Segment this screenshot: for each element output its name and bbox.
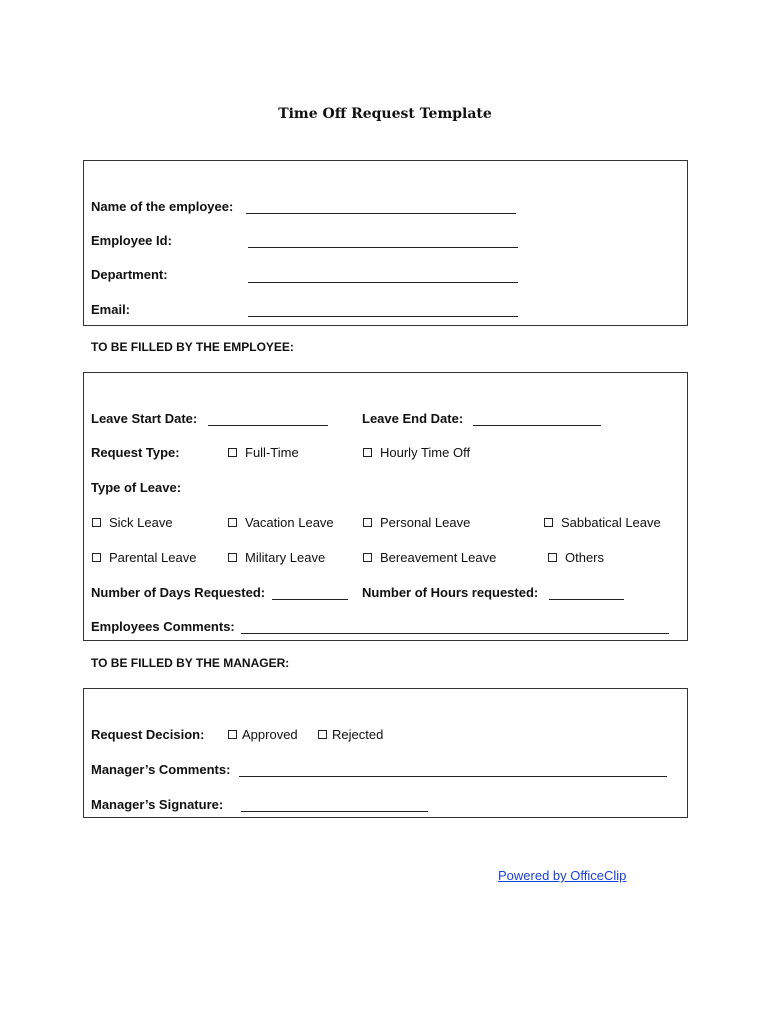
option-label: Rejected [332, 727, 384, 742]
employee-comments-label: Employees Comments: [91, 619, 235, 634]
leave-end-field[interactable] [473, 425, 601, 426]
checkbox-icon [92, 518, 101, 527]
option-vacation-leave[interactable] [228, 515, 334, 530]
manager-signature-field[interactable] [241, 811, 428, 812]
option-label: Others [565, 550, 605, 565]
option-hourly-time-off[interactable] [363, 445, 470, 460]
leave-start-label: Leave Start Date: [91, 411, 198, 426]
checkbox-icon [228, 730, 237, 739]
employee-info-box [83, 160, 688, 326]
checkbox-icon [363, 448, 372, 457]
leave-start-field[interactable] [208, 425, 328, 426]
option-personal-leave[interactable] [363, 515, 470, 530]
leave-end-label: Leave End Date: [362, 411, 464, 426]
type-of-leave-label: Type of Leave: [91, 480, 182, 495]
option-full-time[interactable] [228, 445, 299, 460]
option-sabbatical-leave[interactable] [544, 515, 661, 530]
option-label: Personal Leave [380, 515, 471, 530]
manager-signature-label: Manager’s Signature: [91, 797, 224, 812]
checkbox-icon [363, 553, 372, 562]
option-approved[interactable] [228, 727, 298, 742]
checkbox-icon [228, 553, 237, 562]
manager-comments-field[interactable] [239, 776, 667, 777]
checkbox-icon [318, 730, 327, 739]
option-label: Full-Time [245, 445, 299, 460]
manager-section-heading: TO BE FILLED BY THE MANAGER: [91, 656, 290, 670]
option-others[interactable] [548, 550, 604, 565]
manager-comments-label: Manager’s Comments: [91, 762, 231, 777]
option-label: Bereavement Leave [380, 550, 497, 565]
employee-comments-field[interactable] [241, 633, 669, 634]
option-label: Parental Leave [109, 550, 197, 565]
option-label: Vacation Leave [245, 515, 334, 530]
department-label: Department: [91, 267, 168, 282]
department-field[interactable] [248, 282, 518, 283]
employee-id-label: Employee Id: [91, 233, 172, 248]
days-requested-field[interactable] [272, 599, 348, 600]
option-sick-leave[interactable] [92, 515, 173, 530]
option-label: Approved [242, 727, 298, 742]
request-decision-label: Request Decision: [91, 727, 205, 742]
option-military-leave[interactable] [228, 550, 325, 565]
document-title: Time Off Request Template [278, 106, 492, 122]
option-label: Hourly Time Off [380, 445, 471, 460]
option-parental-leave[interactable] [92, 550, 196, 565]
days-requested-label: Number of Days Requested: [91, 585, 266, 600]
option-label: Sabbatical Leave [561, 515, 661, 530]
powered-by-link[interactable]: Powered by OfficeClip [498, 868, 627, 883]
email-label: Email: [91, 302, 131, 317]
email-field[interactable] [248, 316, 518, 317]
option-bereavement-leave[interactable] [363, 550, 496, 565]
request-type-label: Request Type: [91, 445, 180, 460]
employee-name-label: Name of the employee: [91, 199, 234, 214]
checkbox-icon [228, 448, 237, 457]
checkbox-icon [363, 518, 372, 527]
employee-section-heading: TO BE FILLED BY THE EMPLOYEE: [91, 340, 294, 354]
checkbox-icon [228, 518, 237, 527]
employee-id-field[interactable] [248, 247, 518, 248]
employee-name-field[interactable] [246, 213, 516, 214]
checkbox-icon [92, 553, 101, 562]
option-label: Sick Leave [109, 515, 173, 530]
option-label: Military Leave [245, 550, 326, 565]
checkbox-icon [544, 518, 553, 527]
option-rejected[interactable] [318, 727, 383, 742]
hours-requested-field[interactable] [549, 599, 624, 600]
checkbox-icon [548, 553, 557, 562]
hours-requested-label: Number of Hours requested: [362, 585, 539, 600]
